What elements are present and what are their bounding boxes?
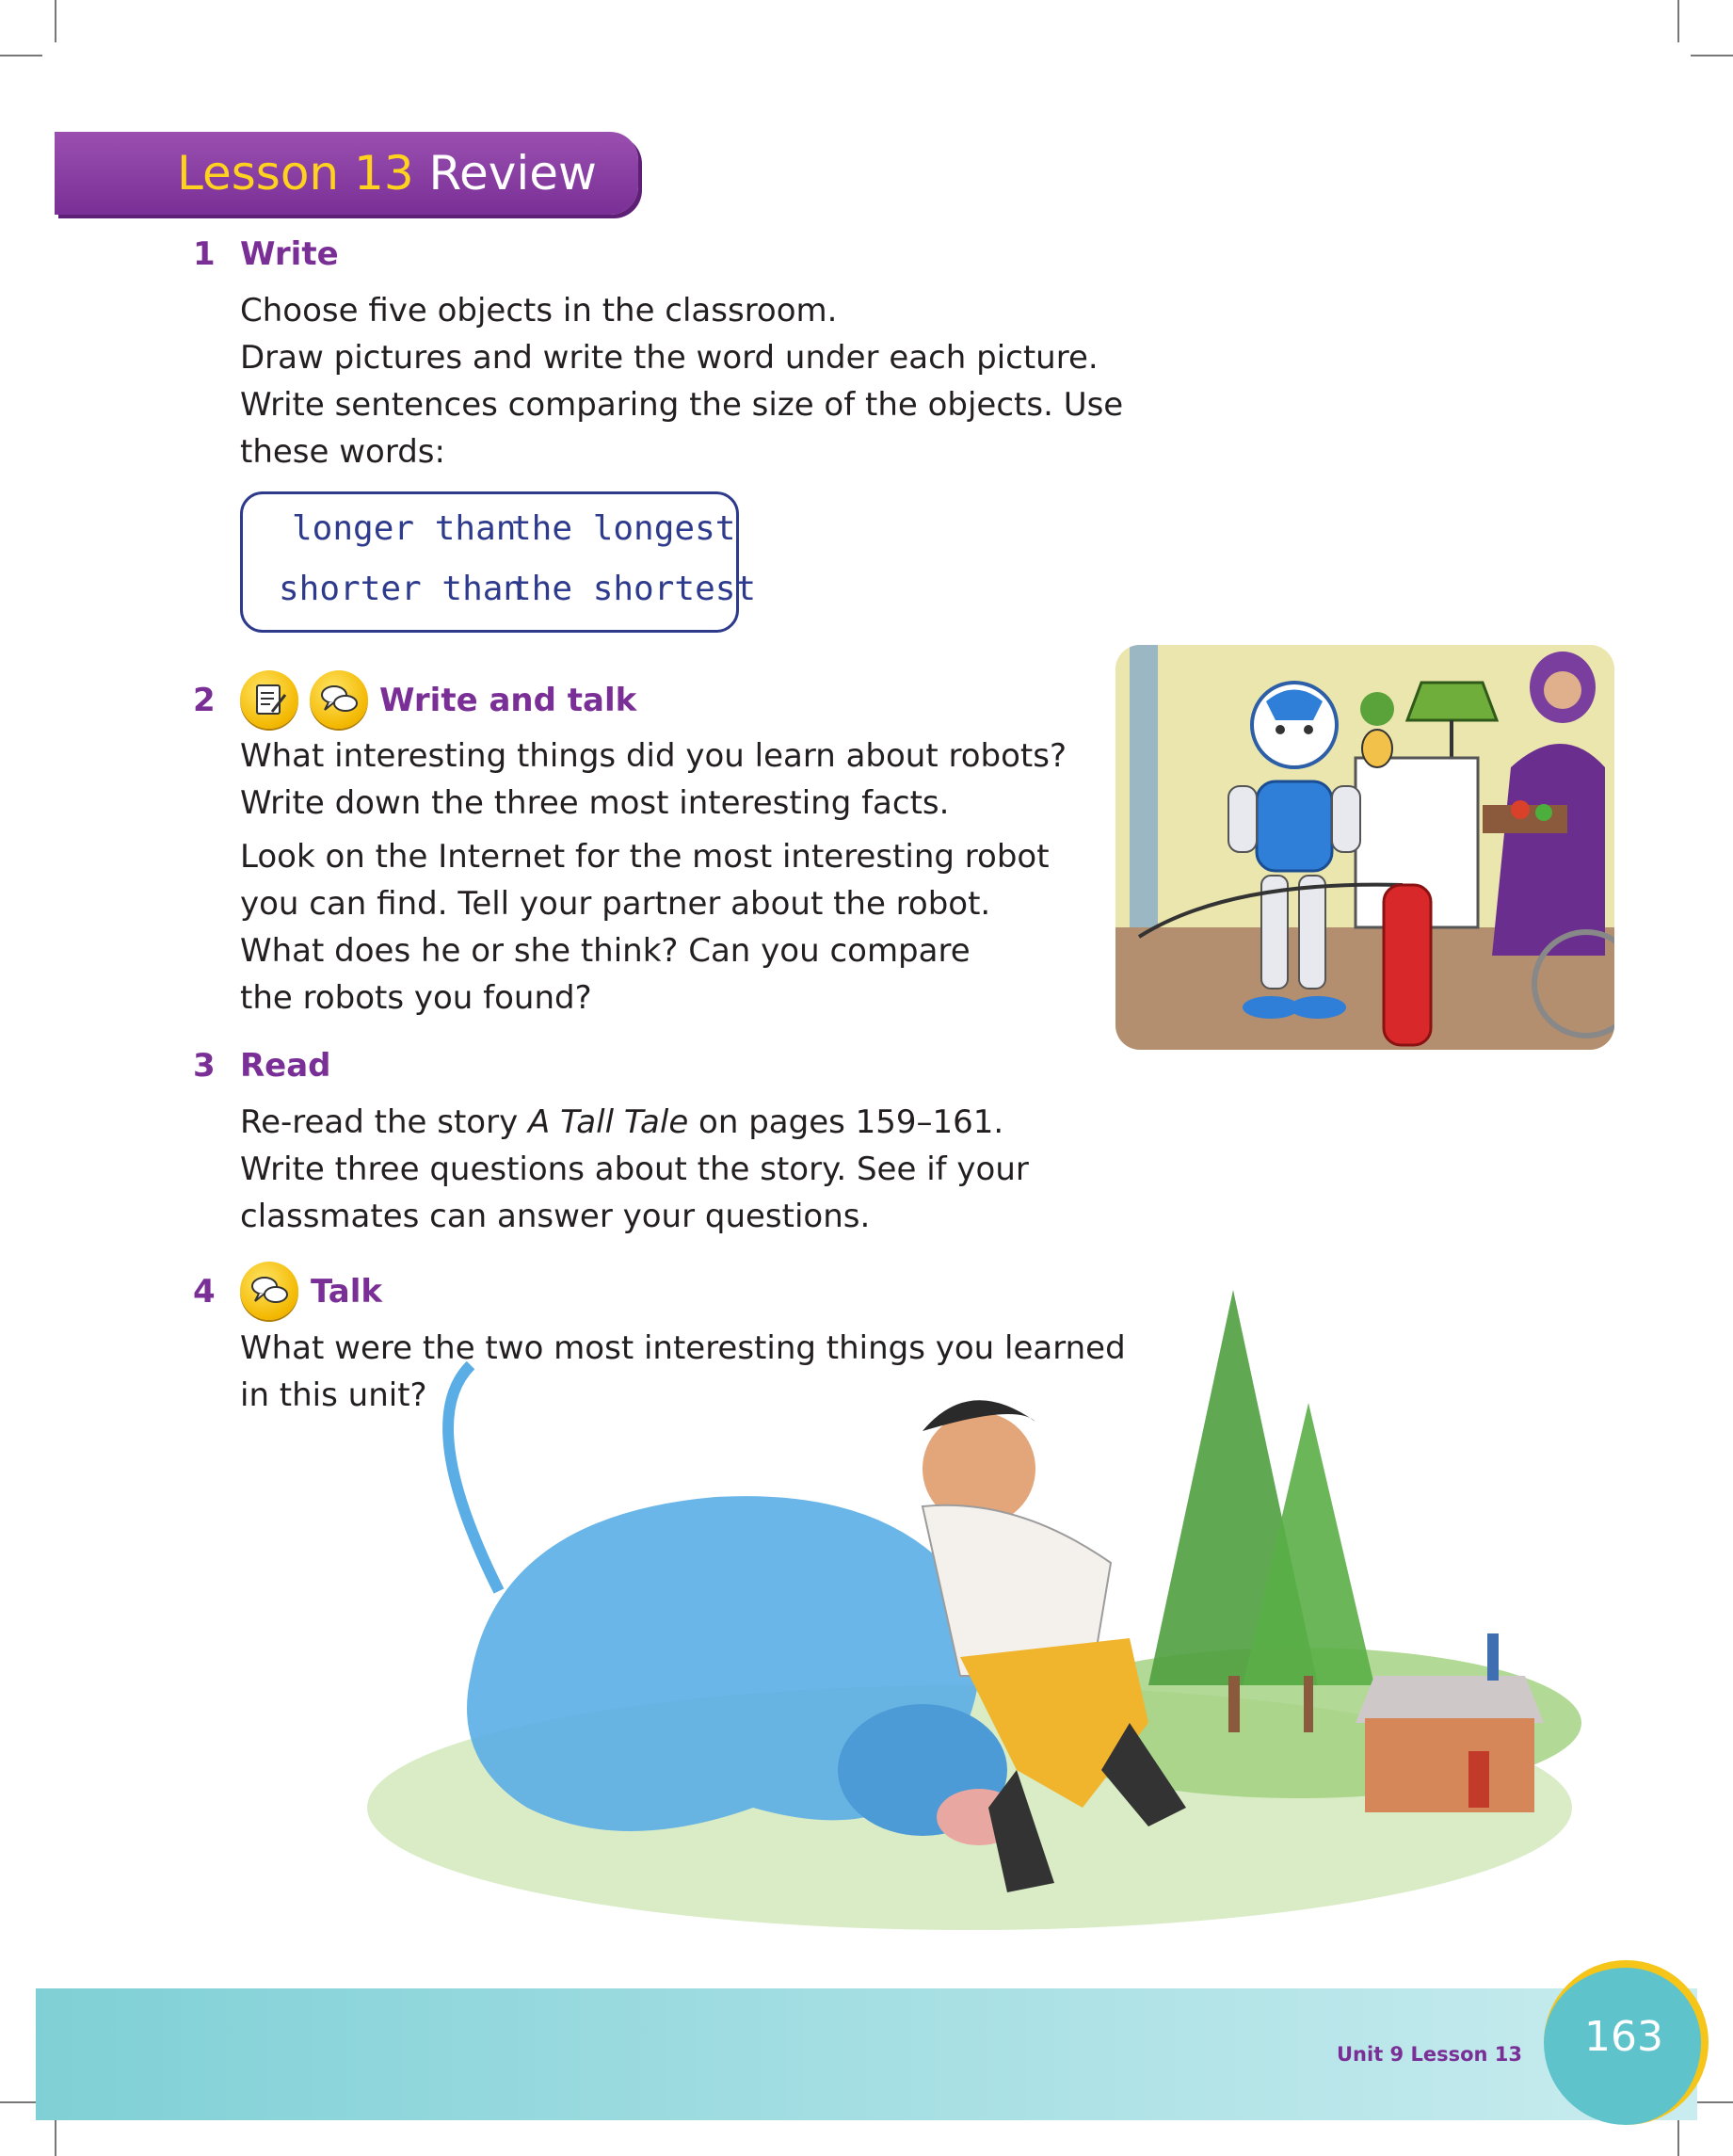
talk-icon [240, 1262, 298, 1320]
text-line: What were the two most interesting things you learned [240, 1329, 1126, 1367]
text-line: Write three questions about the story. See if your [240, 1150, 1029, 1188]
crop-mark [0, 55, 42, 56]
text-line: Write down the three most interesting facts. [240, 784, 950, 822]
text-line: What does he or she think? Can you compare [240, 932, 971, 970]
review-label: Review [428, 146, 597, 201]
section-number: 1 [193, 235, 216, 273]
section-number: 3 [193, 1047, 216, 1085]
crop-mark [55, 0, 56, 42]
bull-wrestling-illustration [358, 1280, 1600, 1958]
unit-lesson-label: Unit 9 Lesson 13 [1337, 2043, 1523, 2066]
text-line: the robots you found? [240, 979, 592, 1017]
section-number: 2 [193, 682, 216, 719]
text-fragment: on pages 159–161. [688, 1103, 1004, 1141]
page-number: 163 [1584, 2013, 1663, 2061]
lesson-label: Lesson 13 [177, 146, 414, 201]
text-line: What interesting things did you learn about robots? [240, 737, 1067, 775]
text-line [240, 1099, 1029, 1146]
text-line: in this unit? [240, 1376, 427, 1414]
section-title: Write and talk [379, 682, 637, 719]
word-the-longest: the longest [511, 509, 736, 548]
page-title [177, 141, 597, 205]
text-line: these words: [240, 433, 445, 471]
crop-mark [1677, 0, 1679, 42]
text-line: Draw pictures and write the word under each picture. [240, 339, 1099, 377]
robot-illustration [1115, 645, 1614, 1050]
section-text [240, 833, 1050, 1022]
text-line: Look on the Internet for the most interesting robot [240, 838, 1050, 876]
word-shorter-than: shorter than [279, 570, 524, 608]
section-title: Talk [311, 1273, 383, 1311]
lesson-banner [55, 132, 638, 215]
section-text [240, 287, 1123, 475]
section-text [240, 732, 1067, 827]
section-number: 4 [193, 1273, 216, 1311]
word-the-shortest: the shortest [511, 570, 757, 608]
section-title: Write [240, 235, 339, 273]
text-line: Write sentences comparing the size of the objects. Use [240, 386, 1124, 424]
word-longer-than: longer than [292, 509, 517, 548]
crop-mark [1691, 55, 1733, 56]
text-line: classmates can answer your questions. [240, 1198, 871, 1235]
section-title: Read [240, 1047, 331, 1085]
story-title: A Tall Tale [528, 1103, 689, 1141]
write-icon [240, 670, 298, 729]
section-text [240, 1099, 1029, 1240]
talk-icon [310, 670, 368, 729]
word-box [240, 491, 757, 633]
text-line: Choose five objects in the classroom. [240, 292, 838, 330]
text-fragment: Re-read the story [240, 1103, 529, 1141]
text-line: you can find. Tell your partner about the robot. [240, 885, 991, 923]
